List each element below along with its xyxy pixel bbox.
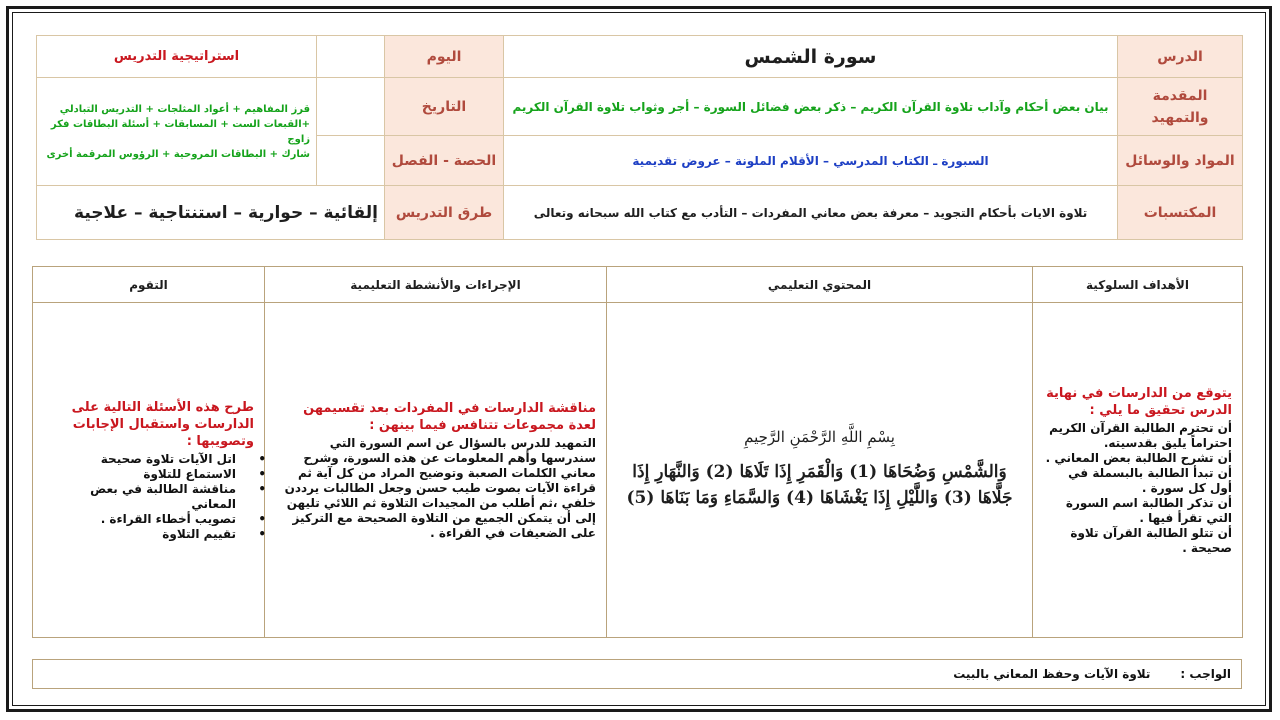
date-label: التاريخ xyxy=(385,78,504,136)
lesson-title: سورة الشمس xyxy=(504,36,1118,78)
content-cell xyxy=(607,303,1033,638)
objective-item: أن تبدأ الطالبة بالبسملة في أول كل سورة . xyxy=(1068,465,1232,495)
materials-label: المواد والوسائل xyxy=(1118,136,1243,186)
list-item: تقييم التلاوة • xyxy=(43,527,240,542)
list-item: مناقشة الطالبة في بعض المعاني • xyxy=(43,482,240,512)
lesson-label: الدرس xyxy=(1118,36,1243,78)
objectives-header: الأهداف السلوكية xyxy=(1033,267,1243,303)
strategy-line: شارك + البطاقات المروحية + الرؤوس المرقمة أخرى xyxy=(46,148,310,160)
objectives-cell xyxy=(1033,303,1243,638)
strategy-line: قرز المفاهيم + أعواد المثلجات + التدريس التبادلي xyxy=(59,103,310,115)
objective-item: أن تشرح الطالبة بعض المعاني . xyxy=(1045,450,1232,465)
lesson-info-table xyxy=(36,35,1243,240)
day-label: اليوم xyxy=(385,36,504,78)
methods-label: طرق التدريس xyxy=(385,186,504,240)
evaluation-list xyxy=(43,452,254,542)
objectives-title: يتوقع من الدارسات في نهاية الدرس تحقيق ما يلي : xyxy=(1046,385,1232,418)
strategy-line: +القبعات الست + المسابقات + أسئلة البطاقات فكر زاوج xyxy=(50,118,310,145)
lesson-plan-table xyxy=(32,266,1243,638)
homework-label: الواجب : xyxy=(1180,667,1231,681)
date-value xyxy=(317,78,385,136)
day-value xyxy=(317,36,385,78)
strategy-label: استراتيجية التدريس xyxy=(37,36,317,78)
objective-item: أن تتلو الطالبة القرآن تلاوة صحيحة . xyxy=(1070,525,1232,555)
list-item: تصويب أخطاء القراءة . • xyxy=(43,512,240,527)
outcomes-value: تلاوة الايات بأحكام التجويد – معرفة بعض معاني المفردات – التأدب مع كتاب الله سبحانه وتعالى xyxy=(504,186,1118,240)
intro-value: بيان بعض أحكام وآداب تلاوة القرآن الكريم – ذكر بعض فضائل السورة – أجر وثواب تلاوة القرآن الكريم xyxy=(504,78,1118,136)
evaluation-title: طرح هذه الأسئلة التالية على الدارسات واستقبال الإجابات وتصويبها : xyxy=(71,399,254,449)
list-item: اتل الآيات تلاوة صحيحة • xyxy=(43,452,240,467)
list-item: الاستماع للتلاوة • xyxy=(43,467,240,482)
period-label: الحصة - الفصل xyxy=(385,136,504,186)
outcomes-label: المكتسبات xyxy=(1118,186,1243,240)
evaluation-cell xyxy=(33,303,265,638)
basmala: بِسْمِ اللَّهِ الرَّحْمَنِ الرَّحِيمِ xyxy=(744,427,895,446)
content-header: المحتوي التعليمي xyxy=(607,267,1033,303)
period-value xyxy=(317,136,385,186)
procedures-text: التمهيد للدرس بالسؤال عن اسم السورة التي سندرسها وأهم المعلومات عن هذه السورة، وشرح معاني الكلمات الصعبة وتوضيح المراد من كل آية ثم قراءة الآيات بصوت طيب حسن وجعل الطالبات يرددن خلفي ،ثم أطلب من المجيدات التلاوة ثم اللائي تليهن إلى أن يتمكن الجميع من التلاوة الصحيحة مع التركيز على الضعيفات في القراءة . xyxy=(284,435,596,540)
objective-item: أن تذكر الطالبة اسم السورة التي تقرأ فيها . xyxy=(1065,495,1232,525)
evaluation-header: التقوم xyxy=(33,267,265,303)
strategy-list xyxy=(37,78,317,186)
intro-label: المقدمة والتمهيد xyxy=(1118,78,1243,136)
procedures-header: الإجراءات والأنشطة التعليمية xyxy=(265,267,607,303)
quran-verses: وَالشَّمْسِ وَضُحَاهَا (1) وَالْقَمَرِ إِذَا تَلَاهَا (2) وَالنَّهَارِ إِذَا جَلَّاهَا (3) وَاللَّيْلِ إِذَا يَغْشَاهَا (4) وَالسَّمَاءِ وَمَا بَنَاهَا (5) xyxy=(626,461,1013,508)
objective-item: أن تحترم الطالبة القرآن الكريم احتراماً يليق بقدسيته. xyxy=(1049,420,1232,450)
homework-row xyxy=(32,659,1242,689)
procedures-title: مناقشة الدارسات في المفردات بعد تقسيمهن لعدة مجموعات تتنافس فيما بينهن : xyxy=(303,400,596,433)
materials-value: السبورة ـ الكتاب المدرسي – الأقلام الملونة – عروض تقديمية xyxy=(504,136,1118,186)
procedures-cell xyxy=(265,303,607,638)
methods-value: إلقائية – حوارية – استنتاجية – علاجية xyxy=(37,186,385,240)
homework-value: تلاوة الآيات وحفظ المعاني بالبيت xyxy=(953,667,1151,681)
